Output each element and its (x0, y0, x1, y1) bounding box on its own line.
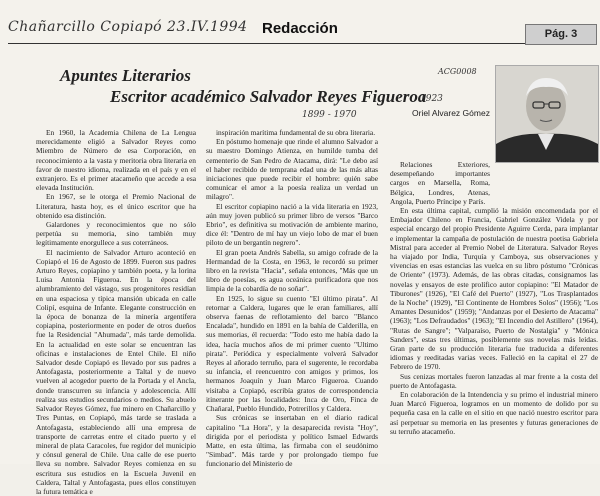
headline-title: Escritor académico Salvador Reyes Figueroa (110, 87, 427, 106)
section-title: Redacción (262, 20, 338, 37)
portrait-image (496, 66, 598, 162)
archive-code-mark: ACG0008 (438, 67, 477, 76)
article-column-1 (36, 128, 196, 496)
article-paragraph: inspiración marítima fundamental de su obra literaria. (216, 128, 376, 137)
article-paragraph: En 1925, lo sigue su cuento "El último pirata". Al retornar a Caldera, lugares que le eran familiares, allí observa faenas de reflotamiento del barco "Blanco Encalada", hundido en 1891 en la bahía de Calderilla, en sus memorias, él recuerda: "Todo esto me había dado la idea, hacía muchos años de mi primer cuento "Ultimo pirata". Periódica y especialmente volverá Salvador Reyes al añorado terruño, para el sugerente, le recordaba su infancia, el reencuentro con amigos y primos, los hermanos Joaquín y Juan Marco Figueroa. Cuando visitaba a Copiapó, escribía gratos de correspondencia itinerante por las localidades: Inca de Oro, Finca de Chañaral, Pueblo Hundido, Potrerillos y Caldera. (206, 293, 378, 414)
article-paragraph: Galardones y reconocimientos que no sólo perpetúa su memoria, sino también muy legítimamente enorgullece a sus coterráneos. (36, 220, 196, 248)
article-column-2 (206, 128, 378, 469)
handwritten-source-note: Chañarcillo Copiapó 23.IV.1994 (8, 19, 248, 35)
headline-kicker: Apuntes Literarios (60, 66, 191, 85)
article-paragraph: El nacimiento de Salvador Arturo aconteció en Copiapó el 16 de Agosto de 1899. Fueron sus padres Arturo Reyes, copiapino y también poeta, y la lorina Luisa Antonia Figueroa. En la época del alumbramiento del vástago, sus progenitores residían en una espaciosa y típica mansión ubicada en calle Colipí, esquina de Infante. Elegante construcción en la época de bonanza de la minería argentífera copiapina, posteriormente en poder de otros dueños fue la Residencial "Ahumada", más tarde demolida. En la actualidad en este solar se encuentran las oficinas e instalaciones de Entel Chile. El niño Salvador desde Copiapó es llevado por sus padres a Antofagasta, posteriormente a Taltal y de nuevo vuelven al acogedor puerto de la Portada y el Ancla, donde transcurren su infancia y adolescencia. Allí realiza sus estudios secundarios o medios. Su abuelo Salvador Reyes Gómez, fue minero en Chañarcillo y Tres Puntas, en Copiapó, más tarde se traslada a Antofagasta, estableciendo allí una empresa de transporte de carretas entre el citado puerto y el mineral de plata Caracoles, fue regidor del municipio y cónsul general de Chile. Una calle de ese puerto lleva su nombre. Salvador Reyes comienza en su escritura sus estudios en la Escuela Juvenil en Caldera, Taltal y Antofagasta, pues ellos constituyen la futura temática e (36, 247, 196, 496)
article-paragraph: En 1967, se le otorga el Premio Nacional de Literatura, hasta hoy, es el único escritor que ha obtenido esa distinción. (36, 192, 196, 220)
article-paragraph: En esta última capital, cumplió la misión encomendada por el Embajador Chileno en Francia, Gabriel González Videla y por especial encargo del propio Presidente Aguirre Cerda, para implantar e implementar la campaña de postulación de nuestra poetisa Gabriela Mistral para acceder al Premio Nobel de Literatura. Salvador Reyes ha viajado por India, Turquía y Camboya, sus observaciones y vivencias en esas estancias las vuelca en su libro póstumo "Crónicas de Oriente" (1973). Además, de las obras citadas, consignamos las novelas y ensayos de este prolífico autor copiapino: "El Matador de Tiburones" (1926), "El Café del Puerto" (1927), "Los Trasplantados de la Noche" (1929), "El Continente de Hombres Solos" (1956); "Los Amantes Desunidos" (1959); "Andanzas por el Desierto de Atacama" (1963); "Los Defraudados" (1963); "El Incendio del Astillero" (1964), "Rutas de Sangre"; "Valparaíso, Puerto de Nostalgia" y "Mónica Sanders", estas tres últimas, posiblemente sus novelas más leídas. Gran parte de su producción literaria fue traducida a diferentes idiomas y reeditadas varias veces. Falleció en la capital el 27 de Febrero de 1970. (390, 206, 598, 372)
article-paragraph: En colaboración de la Intendencia y su primo el industrial minero Juan Marcó Figueroa, logramos en un momento de dolido por su pequeña casa en la calle en el sitio en que nació nuestro escritor para así perpetuar su memoria en las presentes y futuras generaciones de su terruño atacameño. (390, 390, 598, 436)
article-paragraph: En 1960, la Academia Chilena de La Lengua merecidamente eligió a Salvador Reyes como Miembro de Número de esa Corporación, en reconocimiento a la vasta y meritoria obra literaria en favor de nuestro idioma, realizada en el país y en el extranjero. Es el primer atacameño que accede a esa elevada Institución. (36, 128, 196, 193)
byline: Oriel Alvarez Gómez (412, 108, 490, 118)
article-paragraph: El gran poeta Andrés Sabella, su amigo cofrade de la Hermandad de la Costa, en 1963, le recordó su primer libro en la revista "Hacia", señala entonces, "Más que un libro de poesías, es agua oceánica purificadora que nos limpia de la cobardía de no soñar". (206, 247, 378, 294)
article-paragraph: Sus cenizas mortales fueron lanzadas al mar frente a la costa del puerto de Antofagasta. (390, 371, 598, 390)
author-portrait (495, 65, 599, 163)
article-paragraph: En póstumo homenaje que rinde el alumno Salvador a su maestro Domingo Atienza, en humilde tumba del cementerio de San Pedro de Atacama, dirá: "Le debo así el haber recibido de temprana edad una de las más altas iniciaciones que puede recibir el hombre: quién sabe comunicar el amor a la poesía realiza un verdad un milagro". (206, 137, 378, 202)
handwritten-dates-mark: 1899 - 1970 (302, 110, 357, 120)
handwritten-year-mark: 1923 (420, 94, 443, 104)
page-number: Pág. 3 (525, 24, 597, 45)
header-rule (8, 43, 540, 44)
article-column-3 (390, 160, 598, 464)
article-paragraph: Sus crónicas se insertaban en el diario radical capitalino "La Hora", y la desaparecida revista "Hoy", dirigida por el periodista y político Ismael Edwards Matte, en esta última, las firmaba con el seudónimo "Simbad". Más tarde y por prolongado tiempo fue funcionario del Ministerio de (206, 413, 378, 469)
article-paragraph: El escritor copiapino nació a la vida literaria en 1923, aún muy joven publicó su primer libro de versos "Barco Ebrio", es definitiva su motivación de ambiente marino, dice él: "Dentro de mí hay un viejo lobo de mar el buen piloto de un bergantín negrero". (206, 201, 378, 248)
column-3-wrap-paragraph: Relaciones Exteriores, desempeñando importantes cargos en Marsella, Roma, Bélgica, Londres, Atenas, Angola, Puerto Príncipe y París. (390, 160, 490, 206)
